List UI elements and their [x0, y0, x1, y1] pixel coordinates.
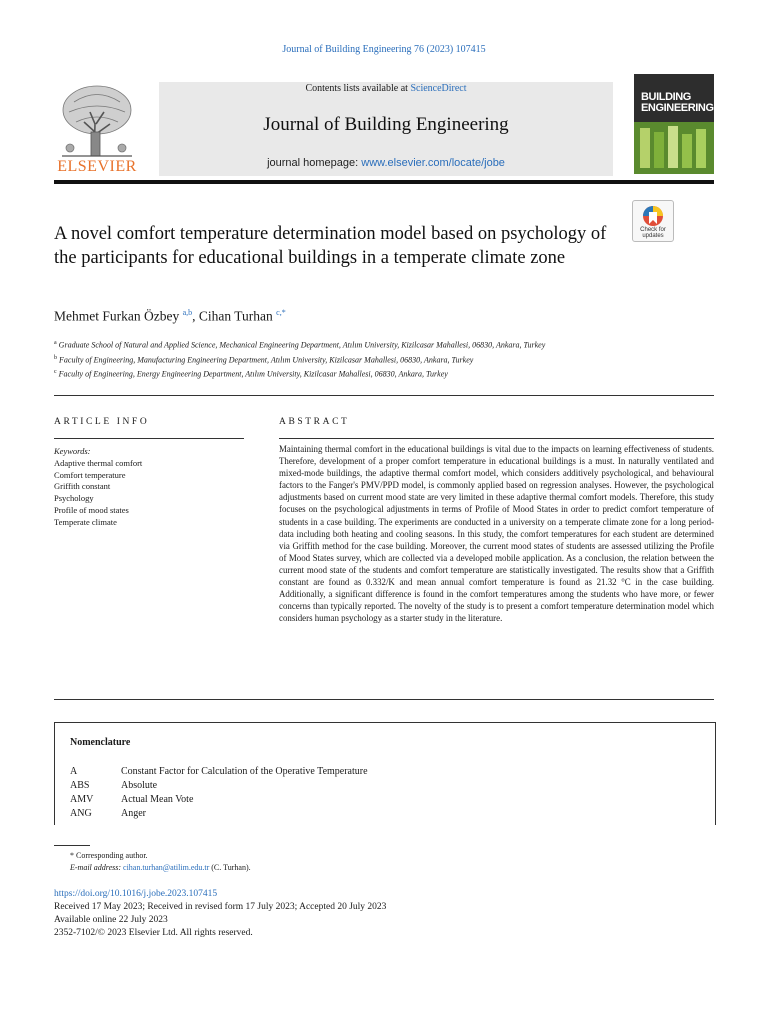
email-suffix: (C. Turhan).	[209, 863, 251, 872]
affiliation-text: Graduate School of Natural and Applied Science, Mechanical Engineering Department, Atılım University, Kizilcasar Mahallesi, 06830, Ankara, Turkey	[58, 340, 546, 350]
keyword-item: Profile of mood states	[54, 504, 129, 515]
sciencedirect-link[interactable]: ScienceDirect	[410, 83, 467, 94]
homepage-prefix: journal homepage:	[267, 157, 362, 169]
author-name[interactable]: Cihan Turhan	[198, 308, 273, 324]
journal-info-box	[159, 82, 613, 176]
nomenclature-row	[70, 780, 157, 791]
check-for-updates-badge[interactable]	[632, 200, 674, 242]
journal-homepage-line	[159, 157, 613, 169]
info-divider-top	[54, 395, 714, 396]
article-title: A novel comfort temperature determination model based on psychology of the participants for educational buildings in a temperate climate zone	[54, 224, 607, 268]
nomenclature-row	[70, 794, 193, 805]
elsevier-wordmark: ELSEVIER	[57, 158, 137, 175]
affiliation-item	[54, 337, 614, 352]
nomenclature-abbr: ABS	[70, 780, 90, 791]
author-email-link[interactable]: cihan.turhan@atilim.edu.tr	[123, 863, 210, 872]
nomenclature-row	[70, 808, 146, 819]
contents-prefix: Contents lists available at	[305, 83, 411, 94]
keywords-label: Keywords:	[54, 446, 91, 456]
abstract-heading: ABSTRACT	[279, 417, 350, 427]
footnotes	[54, 850, 251, 874]
nomenclature-abbr: A	[70, 766, 78, 777]
elsevier-tree-icon	[54, 82, 140, 158]
affiliation-item	[54, 352, 614, 367]
nomenclature-abbr: AMV	[70, 794, 94, 805]
affiliation-marker: c	[54, 369, 57, 376]
journal-cover-thumbnail[interactable]	[634, 74, 714, 174]
author-affiliation-marker[interactable]: c,*	[276, 308, 286, 317]
affiliation-text: Faculty of Engineering, Energy Engineering Department, Atılım University, Kizilcasar Mahallesi, 06830, Ankara, Turkey	[58, 369, 448, 379]
nomenclature-box	[54, 722, 716, 825]
journal-masthead	[54, 72, 714, 176]
footnote-divider	[54, 845, 90, 846]
keyword-item: Comfort temperature	[54, 469, 126, 480]
article-info-rule	[54, 438, 244, 439]
cover-title	[641, 92, 714, 114]
keyword-item: Psychology	[54, 493, 94, 504]
journal-citation[interactable]: Journal of Building Engineering 76 (2023) 107415	[282, 44, 486, 55]
received-dates: Received 17 May 2023; Received in revised form 17 July 2023; Accepted 20 July 2023	[54, 902, 387, 912]
nomenclature-title: Nomenclature	[70, 737, 131, 748]
nomenclature-desc: Anger	[121, 808, 146, 819]
author-name[interactable]: Mehmet Furkan Özbey	[54, 308, 180, 324]
journal-title: Journal of Building Engineering	[263, 114, 509, 135]
cover-title-line-2: ENGINEERING	[641, 102, 714, 114]
check-for-updates-label: Check for updates	[640, 227, 666, 239]
contents-available-line	[159, 83, 613, 94]
affiliation-marker: b	[54, 354, 57, 361]
keyword-item: Griffith constant	[54, 481, 111, 492]
affiliation-marker: a	[54, 340, 57, 346]
nomenclature-abbr: ANG	[70, 808, 92, 819]
article-info-heading: ARTICLE INFO	[54, 417, 150, 427]
nomenclature-desc: Absolute	[121, 780, 158, 791]
author-list	[54, 308, 286, 325]
copyright-notice: 2352-7102/© 2023 Elsevier Ltd. All rights reserved.	[54, 928, 253, 938]
available-online-date: Available online 22 July 2023	[54, 915, 168, 925]
affiliations	[54, 337, 614, 381]
nomenclature-desc: Actual Mean Vote	[121, 794, 194, 805]
journal-homepage-link[interactable]: www.elsevier.com/locate/jobe	[361, 157, 505, 169]
keyword-item: Adaptive thermal comfort	[54, 457, 143, 468]
cover-title-line-1: BUILDING	[641, 91, 691, 103]
doi-link[interactable]: https://doi.org/10.1016/j.jobe.2023.107415	[54, 889, 218, 899]
author-separator: ,	[192, 308, 199, 324]
cover-art-icon	[634, 74, 714, 174]
abstract-text: Maintaining thermal comfort in the educational buildings is vital due to the impacts on learning effectiveness of students. Therefore, development of a proper comfort temperature in educational buildings is a must. In naturally ventilated and mixed-mode buildings, the adaptive thermal comfort model, which considers additively psychological, and behavioural factors to the Fanger's PMV/PPD model, is commonly applied based on regression analyses. However, the psychological adjustments based on current mood state are very limited in these adaptive thermal comfort models. Therefore, this study focuses on the psychological adjustments in terms of Profile of Mood States in order to predict comfort temperature of students in a case building. The experiments are conducted in a university on a temperate climate zone for a long period-data including both heating and cooling seasons. In this study, the comfort temperatures for each student are determined via Griffith method for the case building. Moreover, the current mood states of students are assessed utilizing the Profile of Mood States survey, which are collected via a developed mobile application. As a conclusion, the relation between the current mood state of the students and comfort temperature are statistically investigated. The results show that a Griffith constant are found as 0.332/K and mean annual comfort temperature is found as 21.32 °C in the case building. Additionally, a significant difference is found in the comfort temperatures among the students who have more, or fewer concerns than typically reported. The novelty of the study is to present a comfort temperature determination model which considers human psychology as a starter study in the literature.	[279, 444, 714, 624]
abstract-divider-bottom	[54, 699, 714, 700]
corresponding-author-note: * Corresponding author.	[70, 851, 148, 860]
affiliation-item	[54, 366, 614, 381]
elsevier-logo[interactable]	[54, 82, 140, 176]
abstract-rule	[279, 438, 714, 439]
nomenclature-row	[70, 766, 368, 777]
keywords-list	[54, 446, 244, 529]
publication-info	[54, 888, 386, 940]
nomenclature-desc: Constant Factor for Calculation of the Operative Temperature	[121, 766, 368, 777]
email-label: E-mail address:	[70, 863, 124, 872]
masthead-divider	[54, 180, 714, 184]
email-note	[54, 862, 251, 874]
author-affiliation-marker[interactable]: a,b	[182, 308, 193, 317]
affiliation-text: Faculty of Engineering, Manufacturing Engineering Department, Atılım University, Kizilcasar Mahallesi, 06830, Ankara, Turkey	[59, 355, 474, 365]
keyword-item: Temperate climate	[54, 516, 117, 527]
